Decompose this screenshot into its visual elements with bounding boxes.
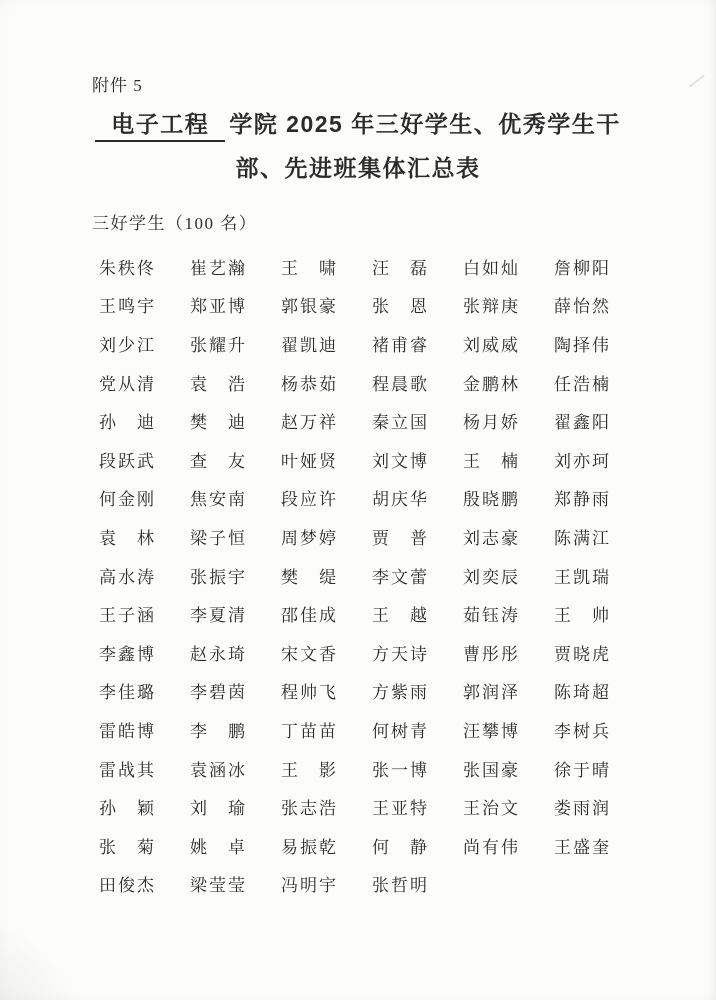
student-name: 王 啸 [281, 258, 338, 278]
student-name: 何树青 [372, 721, 429, 741]
student-name: 王凯瑞 [554, 567, 611, 587]
student-name: 周梦婷 [281, 528, 338, 548]
student-name: 程晨歌 [372, 374, 429, 394]
student-name: 翟凯迪 [281, 335, 338, 355]
student-name: 孙 迪 [99, 413, 156, 433]
student-name: 任浩楠 [554, 374, 611, 394]
student-name: 杨恭茹 [281, 374, 338, 394]
student-name: 段应许 [281, 490, 338, 510]
student-name: 郑静雨 [554, 490, 611, 510]
student-name: 王治文 [463, 799, 520, 819]
student-name: 冯明宇 [281, 876, 338, 896]
student-name: 朱秩佟 [99, 258, 156, 278]
student-name: 刘威威 [463, 335, 520, 355]
student-name: 张一博 [372, 760, 429, 780]
student-name: 何金刚 [99, 490, 156, 510]
student-name: 胡庆华 [372, 490, 429, 510]
scan-artifact-mark [689, 75, 704, 88]
student-name: 白如灿 [463, 258, 520, 278]
student-name: 梁子恒 [190, 528, 247, 548]
student-name: 娄雨润 [554, 799, 611, 819]
student-name: 雷战其 [99, 760, 156, 780]
student-name: 姚 卓 [190, 837, 247, 857]
student-name: 王鸣宇 [99, 297, 156, 317]
student-name: 郭润泽 [463, 683, 520, 703]
student-name: 汪攀博 [463, 721, 520, 741]
title-line-1 [0, 102, 716, 146]
student-name: 赵万祥 [281, 413, 338, 433]
student-name: 张 恩 [372, 297, 429, 317]
student-name: 袁 林 [99, 528, 156, 548]
student-name: 曹彤彤 [463, 644, 520, 664]
department-name-underlined: 电子工程 [95, 111, 225, 142]
student-name: 查 友 [190, 451, 247, 471]
student-name: 秦立国 [372, 413, 429, 433]
student-name: 杨月娇 [463, 413, 520, 433]
student-name: 宋文香 [281, 644, 338, 664]
names-grid [82, 247, 628, 903]
student-name: 殷晓鹏 [463, 490, 520, 510]
student-name: 党从清 [99, 374, 156, 394]
student-name: 郑亚博 [190, 297, 247, 317]
student-name: 王 楠 [463, 451, 520, 471]
student-name: 贾晓虎 [554, 644, 611, 664]
student-name: 陶择伟 [554, 335, 611, 355]
student-name: 刘少江 [99, 335, 156, 355]
student-name: 王 越 [372, 606, 429, 626]
title-line-2: 部、先进班集体汇总表 [235, 155, 481, 181]
student-name: 詹柳阳 [554, 258, 611, 278]
student-name: 李 鹏 [190, 721, 247, 741]
student-name: 张耀升 [190, 335, 247, 355]
student-name: 王 影 [281, 760, 338, 780]
student-name: 尚有伟 [463, 837, 520, 857]
student-name: 翟鑫阳 [554, 413, 611, 433]
student-name: 张 菊 [99, 837, 156, 857]
student-name: 王亚特 [372, 799, 429, 819]
section-heading: 三好学生（100 名） [92, 214, 258, 233]
student-name: 孙 颖 [99, 799, 156, 819]
student-name: 贾 普 [372, 528, 429, 548]
student-name: 方天诗 [372, 644, 429, 664]
student-name: 陈琦超 [554, 683, 611, 703]
student-name: 邵佳成 [281, 606, 338, 626]
student-name: 茹钰涛 [463, 606, 520, 626]
student-name: 田俊杰 [99, 876, 156, 896]
student-name: 焦安南 [190, 490, 247, 510]
student-name: 刘志豪 [463, 528, 520, 548]
student-name: 李佳璐 [99, 683, 156, 703]
student-name: 王盛奎 [554, 837, 611, 857]
student-name: 张哲明 [372, 876, 429, 896]
student-name: 李树兵 [554, 721, 611, 741]
student-name: 刘奕辰 [463, 567, 520, 587]
student-name: 张辩庚 [463, 297, 520, 317]
student-name: 丁苗苗 [281, 721, 338, 741]
student-name: 方紫雨 [372, 683, 429, 703]
document-title [0, 102, 716, 190]
student-name: 袁 浩 [190, 374, 247, 394]
attachment-label: 附件 5 [92, 76, 143, 95]
student-name: 何 静 [372, 837, 429, 857]
student-name: 梁莹莹 [190, 876, 247, 896]
student-name: 刘亦珂 [554, 451, 611, 471]
title-line1-text: 学院 2025 年三好学生、优秀学生干 [229, 111, 621, 137]
student-name: 汪 磊 [372, 258, 429, 278]
student-name: 易振乾 [281, 837, 338, 857]
student-name: 叶娅贤 [281, 451, 338, 471]
student-name: 李文蕾 [372, 567, 429, 587]
student-name: 褚甫睿 [372, 335, 429, 355]
student-name: 段跃武 [99, 451, 156, 471]
student-name: 袁涵冰 [190, 760, 247, 780]
student-name: 雷皓博 [99, 721, 156, 741]
student-name: 王 帅 [554, 606, 611, 626]
student-name: 刘 瑜 [190, 799, 247, 819]
student-name: 程帅飞 [281, 683, 338, 703]
student-name: 郭银豪 [281, 297, 338, 317]
student-name: 陈满江 [554, 528, 611, 548]
student-name: 李鑫博 [99, 644, 156, 664]
student-name: 徐于晴 [554, 760, 611, 780]
student-name: 李碧茵 [190, 683, 247, 703]
student-name: 张国豪 [463, 760, 520, 780]
scan-artifact-shadow [0, 910, 90, 1000]
student-name: 王子涵 [99, 606, 156, 626]
student-name: 张志浩 [281, 799, 338, 819]
student-name: 刘文博 [372, 451, 429, 471]
student-name: 崔艺瀚 [190, 258, 247, 278]
student-name: 金鹏林 [463, 374, 520, 394]
student-name: 赵永琦 [190, 644, 247, 664]
student-name: 高水涛 [99, 567, 156, 587]
student-name: 薛怡然 [554, 297, 611, 317]
student-name: 樊 缇 [281, 567, 338, 587]
scan-edge-shading [710, 0, 716, 1000]
student-name: 李夏清 [190, 606, 247, 626]
student-name: 张振宇 [190, 567, 247, 587]
student-name: 樊 迪 [190, 413, 247, 433]
